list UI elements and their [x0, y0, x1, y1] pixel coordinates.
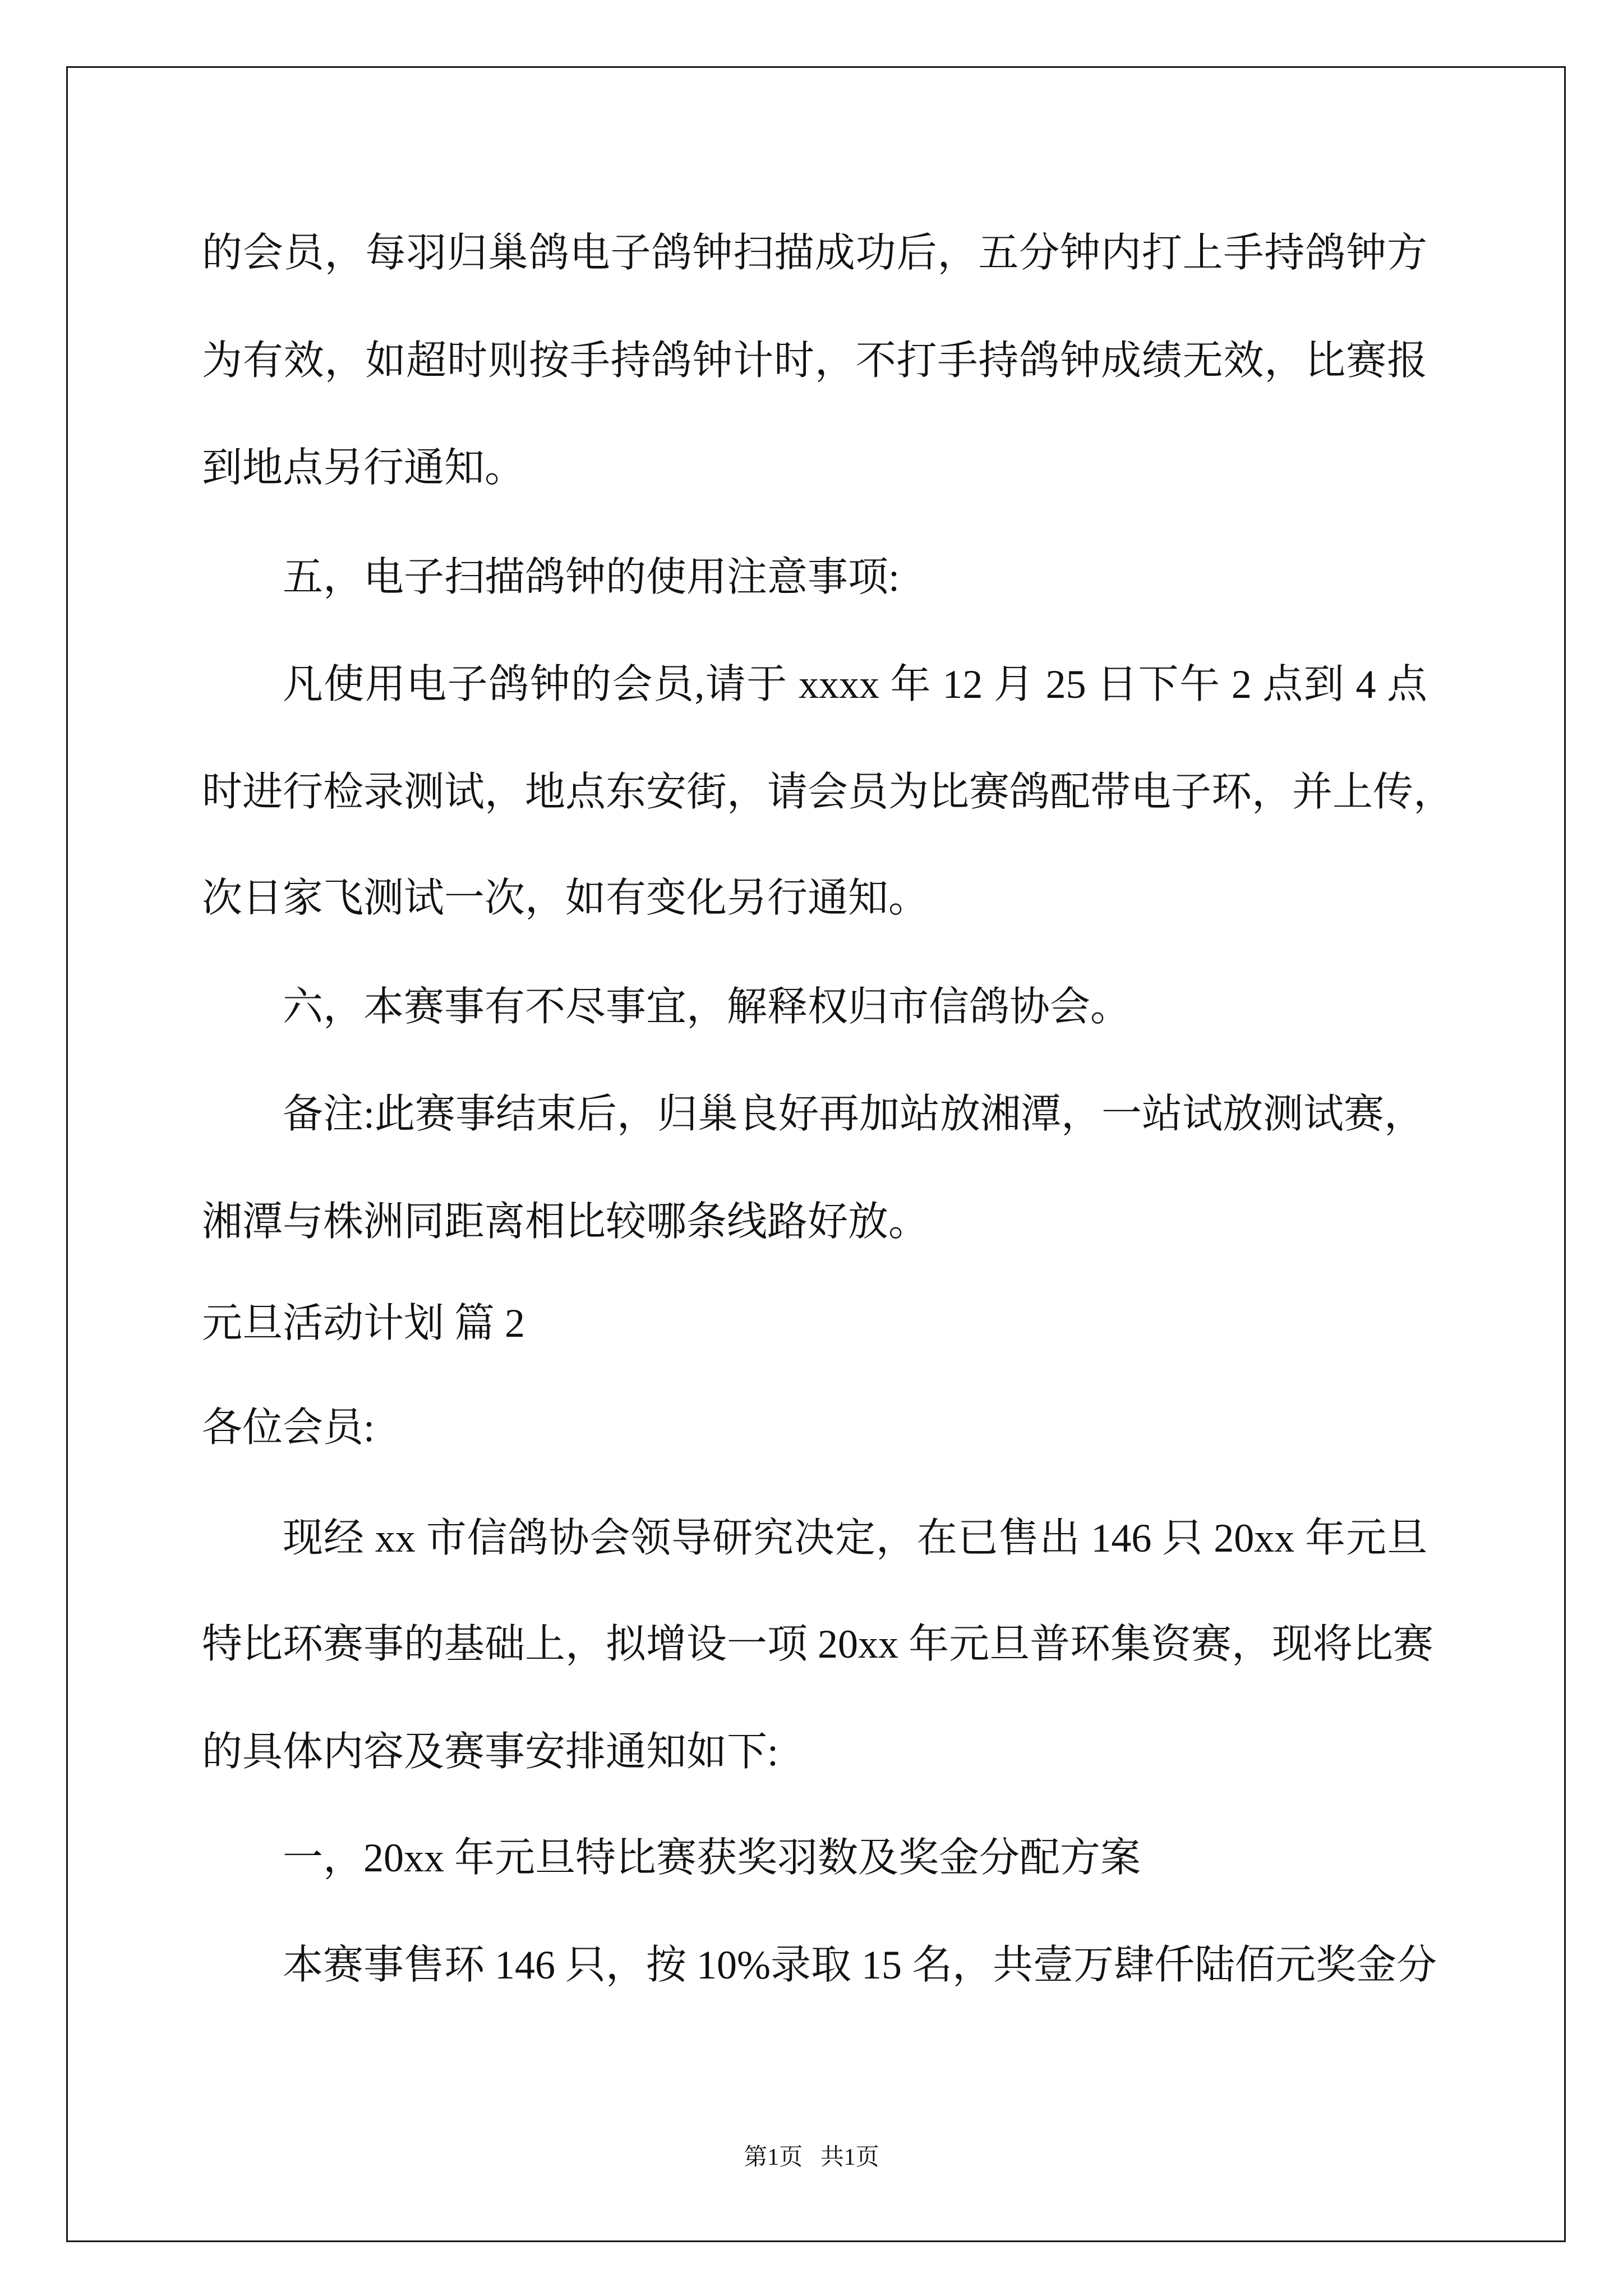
page-border [66, 66, 1566, 2242]
note-line: 湘潭与株洲同距离相比较哪条线路好放。 [202, 1199, 929, 1244]
section-heading-6: 六，本赛事有不尽事宜，解释权归市信鸽协会。 [283, 984, 1131, 1029]
section-heading-1: 一，20xx 年元旦特比赛获奖羽数及奖金分配方案 [283, 1835, 1141, 1880]
salutation: 各位会员: [202, 1405, 375, 1450]
document-title: 元旦活动计划 篇 2 [202, 1301, 525, 1346]
paragraph-line: 次日家飞测试一次，如有变化另行通知。 [202, 876, 929, 921]
page-footer: 第1页 共1页 [744, 2145, 879, 2170]
paragraph-line: 本赛事售环 146 只，按 10%录取 15 名，共壹万肆仟陆佰元奖金分 [283, 1943, 1437, 1987]
note-line: 备注:此赛事结束后，归巢良好再加站放湘潭，一站试放测试赛， [283, 1092, 1425, 1137]
paragraph-line: 为有效，如超时则按手持鸽钟计时，不打手持鸽钟成绩无效，比赛报 [202, 338, 1427, 383]
paragraph-line: 的具体内容及赛事安排通知如下: [202, 1729, 779, 1774]
paragraph-line: 特比环赛事的基础上，拟增设一项 20xx 年元旦普环集资赛，现将比赛 [202, 1622, 1434, 1667]
paragraph-line: 时进行检录测试，地点东安街，请会员为比赛鸽配带电子环，并上传， [202, 770, 1454, 815]
paragraph-line: 凡使用电子鸽钟的会员,请于 xxxx 年 12 月 25 日下午 2 点到 4 点 [283, 662, 1427, 707]
paragraph-line: 到地点另行通知。 [202, 445, 525, 490]
paragraph-line: 现经 xx 市信鸽协会领导研究决定，在已售出 146 只 20xx 年元旦 [283, 1516, 1427, 1561]
section-heading-5: 五，电子扫描鸽钟的使用注意事项: [283, 555, 900, 600]
paragraph-line: 的会员，每羽归巢鸽电子鸽钟扫描成功后，五分钟内打上手持鸽钟方 [202, 231, 1427, 275]
